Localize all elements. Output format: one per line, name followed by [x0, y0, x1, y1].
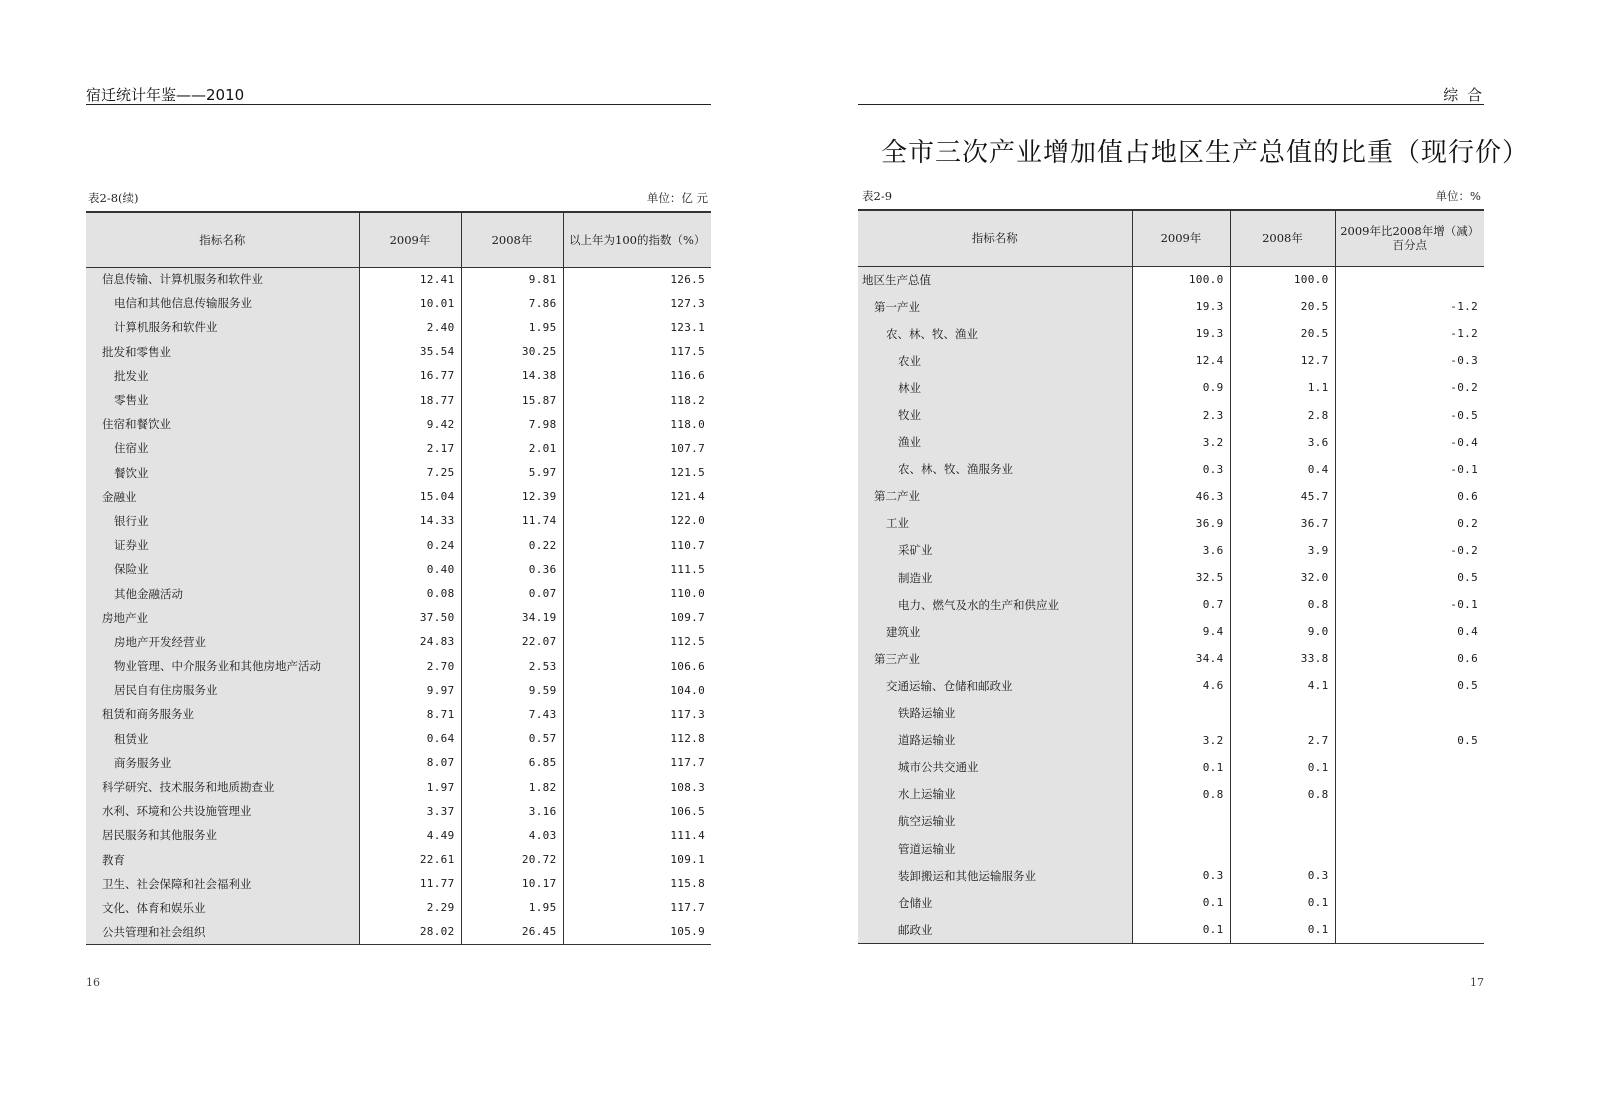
cell-v2009: 2.3 [1132, 401, 1230, 428]
table-row [86, 896, 711, 920]
cell-v2009: 0.1 [1132, 889, 1230, 916]
cell-change: -0.3 [1335, 347, 1484, 374]
table-row [858, 374, 1484, 401]
table-header-row [86, 212, 711, 267]
cell-index: 104.0 [563, 678, 711, 702]
cell-v2009: 22.61 [359, 848, 461, 872]
cell-v2009 [1132, 835, 1230, 862]
cell-v2008: 6.85 [461, 751, 563, 775]
left-page [0, 0, 800, 1099]
table-row [858, 645, 1484, 672]
table-row [858, 564, 1484, 591]
cell-change: 0.5 [1335, 727, 1484, 754]
cell-v2009: 2.29 [359, 896, 461, 920]
cell-v2009: 3.2 [1132, 727, 1230, 754]
cell-v2008: 12.7 [1230, 347, 1335, 374]
cell-v2008: 0.3 [1230, 862, 1335, 889]
cell-v2008: 0.1 [1230, 916, 1335, 943]
table-row [858, 727, 1484, 754]
row-label: 其他金融活动 [86, 581, 359, 605]
row-label: 计算机服务和软件业 [86, 315, 359, 339]
cell-v2008: 36.7 [1230, 510, 1335, 537]
cell-v2009 [1132, 808, 1230, 835]
row-label: 住宿和餐饮业 [86, 412, 359, 436]
cell-v2009: 3.37 [359, 799, 461, 823]
row-label: 农、林、牧、渔业 [858, 320, 1132, 347]
cell-v2008: 9.0 [1230, 618, 1335, 645]
unit-label-right: 单位：% [1435, 189, 1481, 203]
cell-v2009: 3.6 [1132, 537, 1230, 564]
row-label: 银行业 [86, 509, 359, 533]
row-label: 房地产业 [86, 606, 359, 630]
column-header-2009: 2009年 [359, 212, 461, 267]
table-row [858, 401, 1484, 428]
cell-v2008: 15.87 [461, 388, 563, 412]
cell-index: 110.7 [563, 533, 711, 557]
row-label: 第三产业 [858, 645, 1132, 672]
row-label: 第一产业 [858, 293, 1132, 320]
cell-v2008: 7.86 [461, 291, 563, 315]
row-label: 零售业 [86, 388, 359, 412]
cell-v2008: 3.6 [1230, 429, 1335, 456]
cell-v2009: 0.3 [1132, 456, 1230, 483]
row-label: 物业管理、中介服务业和其他房地产活动 [86, 654, 359, 678]
row-label: 文化、体育和娱乐业 [86, 896, 359, 920]
cell-v2008: 30.25 [461, 340, 563, 364]
column-header-index: 以上年为100的指数（%） [563, 212, 711, 267]
row-label: 公共管理和社会组织 [86, 920, 359, 944]
cell-v2009: 37.50 [359, 606, 461, 630]
row-label: 采矿业 [858, 537, 1132, 564]
row-label: 道路运输业 [858, 727, 1132, 754]
cell-index: 112.8 [563, 727, 711, 751]
cell-v2008: 7.98 [461, 412, 563, 436]
cell-v2008: 0.8 [1230, 591, 1335, 618]
row-label: 农、林、牧、渔服务业 [858, 456, 1132, 483]
row-label: 教育 [86, 848, 359, 872]
table-row [86, 727, 711, 751]
cell-change: 0.4 [1335, 618, 1484, 645]
row-label: 铁路运输业 [858, 700, 1132, 727]
row-label: 仓储业 [858, 889, 1132, 916]
cell-v2009: 16.77 [359, 364, 461, 388]
cell-index: 118.0 [563, 412, 711, 436]
row-label: 电信和其他信息传输服务业 [86, 291, 359, 315]
table-row [86, 775, 711, 799]
data-table-right [858, 209, 1484, 944]
cell-index: 106.6 [563, 654, 711, 678]
row-label: 装卸搬运和其他运输服务业 [858, 862, 1132, 889]
table-row [86, 461, 711, 485]
cell-v2009: 12.4 [1132, 347, 1230, 374]
table-row [86, 678, 711, 702]
cell-v2008: 12.39 [461, 485, 563, 509]
cell-v2009: 0.1 [1132, 754, 1230, 781]
cell-v2009: 4.49 [359, 823, 461, 847]
cell-index: 117.7 [563, 896, 711, 920]
cell-change: 0.6 [1335, 645, 1484, 672]
row-label: 卫生、社会保障和社会福利业 [86, 872, 359, 896]
cell-v2008: 3.9 [1230, 537, 1335, 564]
cell-index: 121.4 [563, 485, 711, 509]
cell-v2009: 0.8 [1132, 781, 1230, 808]
table-row [86, 702, 711, 726]
table-row [86, 823, 711, 847]
cell-v2008: 20.72 [461, 848, 563, 872]
table-row [86, 388, 711, 412]
cell-v2008: 3.16 [461, 799, 563, 823]
table-row [858, 266, 1484, 293]
table-row [858, 808, 1484, 835]
row-label: 批发和零售业 [86, 340, 359, 364]
cell-v2008: 33.8 [1230, 645, 1335, 672]
cell-v2009: 28.02 [359, 920, 461, 944]
row-label: 邮政业 [858, 916, 1132, 943]
cell-v2009: 19.3 [1132, 293, 1230, 320]
unit-label-left: 单位：亿 元 [646, 191, 708, 205]
table-row [858, 700, 1484, 727]
cell-v2008: 26.45 [461, 920, 563, 944]
cell-v2008: 0.22 [461, 533, 563, 557]
running-head-right: 综 合 [1443, 86, 1484, 104]
cell-change [1335, 916, 1484, 943]
cell-index: 111.4 [563, 823, 711, 847]
cell-v2009: 1.97 [359, 775, 461, 799]
cell-index: 116.6 [563, 364, 711, 388]
cell-change [1335, 808, 1484, 835]
cell-v2009: 100.0 [1132, 266, 1230, 293]
row-label: 第二产业 [858, 483, 1132, 510]
cell-v2008: 11.74 [461, 509, 563, 533]
row-label: 证券业 [86, 533, 359, 557]
cell-change: -0.4 [1335, 429, 1484, 456]
column-header-name: 指标名称 [86, 212, 359, 267]
cell-v2009: 18.77 [359, 388, 461, 412]
row-label: 航空运输业 [858, 808, 1132, 835]
cell-v2008: 9.81 [461, 267, 563, 291]
table-row [858, 672, 1484, 699]
cell-v2009: 3.2 [1132, 429, 1230, 456]
row-label: 租赁业 [86, 727, 359, 751]
cell-index: 118.2 [563, 388, 711, 412]
cell-v2009: 12.41 [359, 267, 461, 291]
row-label: 住宿业 [86, 436, 359, 460]
cell-v2008: 20.5 [1230, 293, 1335, 320]
cell-change: -0.2 [1335, 537, 1484, 564]
table-row [858, 320, 1484, 347]
right-page [800, 0, 1609, 1099]
cell-change: 0.5 [1335, 564, 1484, 591]
cell-v2008: 2.01 [461, 436, 563, 460]
column-header-change: 2009年比2008年增（减）百分点 [1335, 210, 1484, 266]
row-label: 交通运输、仓储和邮政业 [858, 672, 1132, 699]
cell-v2009 [1132, 700, 1230, 727]
cell-v2009: 7.25 [359, 461, 461, 485]
cell-index: 111.5 [563, 557, 711, 581]
cell-v2008: 4.1 [1230, 672, 1335, 699]
table-row [86, 509, 711, 533]
table-row [858, 754, 1484, 781]
cell-change: 0.6 [1335, 483, 1484, 510]
cell-v2009: 0.3 [1132, 862, 1230, 889]
cell-v2009: 11.77 [359, 872, 461, 896]
table-row [86, 340, 711, 364]
row-label: 金融业 [86, 485, 359, 509]
cell-v2009: 0.9 [1132, 374, 1230, 401]
cell-index: 110.0 [563, 581, 711, 605]
cell-index: 106.5 [563, 799, 711, 823]
cell-change [1335, 754, 1484, 781]
cell-change: -1.2 [1335, 320, 1484, 347]
row-label: 农业 [858, 347, 1132, 374]
cell-index: 107.7 [563, 436, 711, 460]
table-row [858, 429, 1484, 456]
column-header-2008: 2008年 [461, 212, 563, 267]
cell-v2009: 0.7 [1132, 591, 1230, 618]
cell-v2009: 24.83 [359, 630, 461, 654]
table-row [86, 920, 711, 944]
row-label: 工业 [858, 510, 1132, 537]
cell-v2008: 2.8 [1230, 401, 1335, 428]
row-label: 保险业 [86, 557, 359, 581]
cell-change [1335, 700, 1484, 727]
cell-v2008: 1.1 [1230, 374, 1335, 401]
cell-v2008: 9.59 [461, 678, 563, 702]
table-row [858, 781, 1484, 808]
table-row [86, 291, 711, 315]
cell-v2009: 32.5 [1132, 564, 1230, 591]
cell-change: -0.5 [1335, 401, 1484, 428]
row-label: 地区生产总值 [858, 266, 1132, 293]
cell-v2008: 5.97 [461, 461, 563, 485]
cell-index: 105.9 [563, 920, 711, 944]
table-label-right: 表2-9 [862, 189, 893, 203]
row-label: 科学研究、技术服务和地质勘查业 [86, 775, 359, 799]
cell-change: -0.2 [1335, 374, 1484, 401]
cell-change: 0.5 [1335, 672, 1484, 699]
cell-change: -0.1 [1335, 591, 1484, 618]
cell-index: 117.5 [563, 340, 711, 364]
cell-v2009: 19.3 [1132, 320, 1230, 347]
table-row [858, 889, 1484, 916]
cell-change [1335, 266, 1484, 293]
cell-index: 127.3 [563, 291, 711, 315]
cell-v2008: 10.17 [461, 872, 563, 896]
header-rule-right [858, 104, 1484, 105]
cell-v2008: 1.82 [461, 775, 563, 799]
cell-v2009: 2.40 [359, 315, 461, 339]
cell-change [1335, 835, 1484, 862]
table-row [858, 483, 1484, 510]
cell-change: 0.2 [1335, 510, 1484, 537]
cell-change [1335, 862, 1484, 889]
cell-change: -1.2 [1335, 293, 1484, 320]
table-row [858, 510, 1484, 537]
cell-v2009: 8.07 [359, 751, 461, 775]
cell-index: 117.7 [563, 751, 711, 775]
header-rule-left [86, 104, 711, 105]
cell-v2009: 9.97 [359, 678, 461, 702]
cell-index: 109.7 [563, 606, 711, 630]
table-row [86, 267, 711, 291]
column-header-2008: 2008年 [1230, 210, 1335, 266]
table-row [858, 537, 1484, 564]
cell-index: 112.5 [563, 630, 711, 654]
row-label: 建筑业 [858, 618, 1132, 645]
cell-change [1335, 781, 1484, 808]
row-label: 城市公共交通业 [858, 754, 1132, 781]
table-row [86, 848, 711, 872]
cell-v2009: 0.40 [359, 557, 461, 581]
cell-v2009: 35.54 [359, 340, 461, 364]
page-number-right: 17 [1470, 976, 1484, 989]
cell-v2009: 36.9 [1132, 510, 1230, 537]
cell-v2009: 4.6 [1132, 672, 1230, 699]
running-head-left: 宿迁统计年鉴——2010 [86, 86, 245, 104]
table-row [86, 872, 711, 896]
page-title: 全市三次产业增加值占地区生产总值的比重（现行价） [880, 138, 1529, 168]
cell-v2008 [1230, 808, 1335, 835]
cell-v2008: 20.5 [1230, 320, 1335, 347]
cell-v2008: 14.38 [461, 364, 563, 388]
cell-v2009: 0.64 [359, 727, 461, 751]
cell-v2008: 0.1 [1230, 754, 1335, 781]
row-label: 商务服务业 [86, 751, 359, 775]
table-row [86, 654, 711, 678]
row-label: 房地产开发经营业 [86, 630, 359, 654]
cell-v2009: 0.08 [359, 581, 461, 605]
cell-v2008: 0.57 [461, 727, 563, 751]
cell-v2009: 10.01 [359, 291, 461, 315]
cell-v2008: 22.07 [461, 630, 563, 654]
cell-v2008 [1230, 700, 1335, 727]
cell-v2008: 100.0 [1230, 266, 1335, 293]
cell-index: 117.3 [563, 702, 711, 726]
cell-v2009: 0.24 [359, 533, 461, 557]
cell-v2009: 8.71 [359, 702, 461, 726]
table-row [86, 751, 711, 775]
cell-v2009: 2.17 [359, 436, 461, 460]
row-label: 水上运输业 [858, 781, 1132, 808]
data-table-left [86, 211, 711, 945]
cell-index: 115.8 [563, 872, 711, 896]
table-row [858, 293, 1484, 320]
row-label: 餐饮业 [86, 461, 359, 485]
table-row [858, 835, 1484, 862]
cell-v2009: 0.1 [1132, 916, 1230, 943]
column-header-name: 指标名称 [858, 210, 1132, 266]
cell-v2008: 0.1 [1230, 889, 1335, 916]
cell-v2008: 0.07 [461, 581, 563, 605]
cell-v2008: 1.95 [461, 315, 563, 339]
cell-index: 121.5 [563, 461, 711, 485]
table-row [858, 618, 1484, 645]
cell-index: 126.5 [563, 267, 711, 291]
table-row [86, 581, 711, 605]
cell-v2008: 0.36 [461, 557, 563, 581]
cell-change: -0.1 [1335, 456, 1484, 483]
cell-index: 122.0 [563, 509, 711, 533]
row-label: 渔业 [858, 429, 1132, 456]
cell-index: 123.1 [563, 315, 711, 339]
cell-v2008 [1230, 835, 1335, 862]
table-row [86, 799, 711, 823]
row-label: 牧业 [858, 401, 1132, 428]
column-header-2009: 2009年 [1132, 210, 1230, 266]
cell-v2009: 46.3 [1132, 483, 1230, 510]
table-label-left: 表2-8(续) [88, 191, 139, 205]
row-label: 信息传输、计算机服务和软件业 [86, 267, 359, 291]
cell-v2008: 1.95 [461, 896, 563, 920]
cell-index: 109.1 [563, 848, 711, 872]
cell-index: 108.3 [563, 775, 711, 799]
cell-v2008: 0.4 [1230, 456, 1335, 483]
table-row [86, 485, 711, 509]
cell-v2008: 7.43 [461, 702, 563, 726]
table-row [858, 591, 1484, 618]
cell-v2008: 4.03 [461, 823, 563, 847]
table-row [86, 533, 711, 557]
row-label: 居民自有住房服务业 [86, 678, 359, 702]
table-row [858, 916, 1484, 943]
table-row [86, 412, 711, 436]
table-header-row [858, 210, 1484, 266]
cell-v2008: 0.8 [1230, 781, 1335, 808]
cell-v2009: 34.4 [1132, 645, 1230, 672]
cell-v2008: 45.7 [1230, 483, 1335, 510]
table-row [858, 347, 1484, 374]
table-row [86, 557, 711, 581]
row-label: 水利、环境和公共设施管理业 [86, 799, 359, 823]
cell-v2009: 15.04 [359, 485, 461, 509]
cell-v2009: 14.33 [359, 509, 461, 533]
page-number-left: 16 [86, 976, 100, 989]
cell-change [1335, 889, 1484, 916]
table-row [86, 630, 711, 654]
cell-v2008: 32.0 [1230, 564, 1335, 591]
row-label: 租赁和商务服务业 [86, 702, 359, 726]
row-label: 制造业 [858, 564, 1132, 591]
row-label: 批发业 [86, 364, 359, 388]
table-row [858, 862, 1484, 889]
row-label: 电力、燃气及水的生产和供应业 [858, 591, 1132, 618]
row-label: 居民服务和其他服务业 [86, 823, 359, 847]
cell-v2009: 2.70 [359, 654, 461, 678]
cell-v2008: 2.53 [461, 654, 563, 678]
table-row [86, 436, 711, 460]
cell-v2008: 34.19 [461, 606, 563, 630]
cell-v2008: 2.7 [1230, 727, 1335, 754]
table-row [86, 315, 711, 339]
cell-v2009: 9.42 [359, 412, 461, 436]
cell-v2009: 9.4 [1132, 618, 1230, 645]
row-label: 林业 [858, 374, 1132, 401]
table-row [86, 364, 711, 388]
row-label: 管道运输业 [858, 835, 1132, 862]
table-row [858, 456, 1484, 483]
table-row [86, 606, 711, 630]
